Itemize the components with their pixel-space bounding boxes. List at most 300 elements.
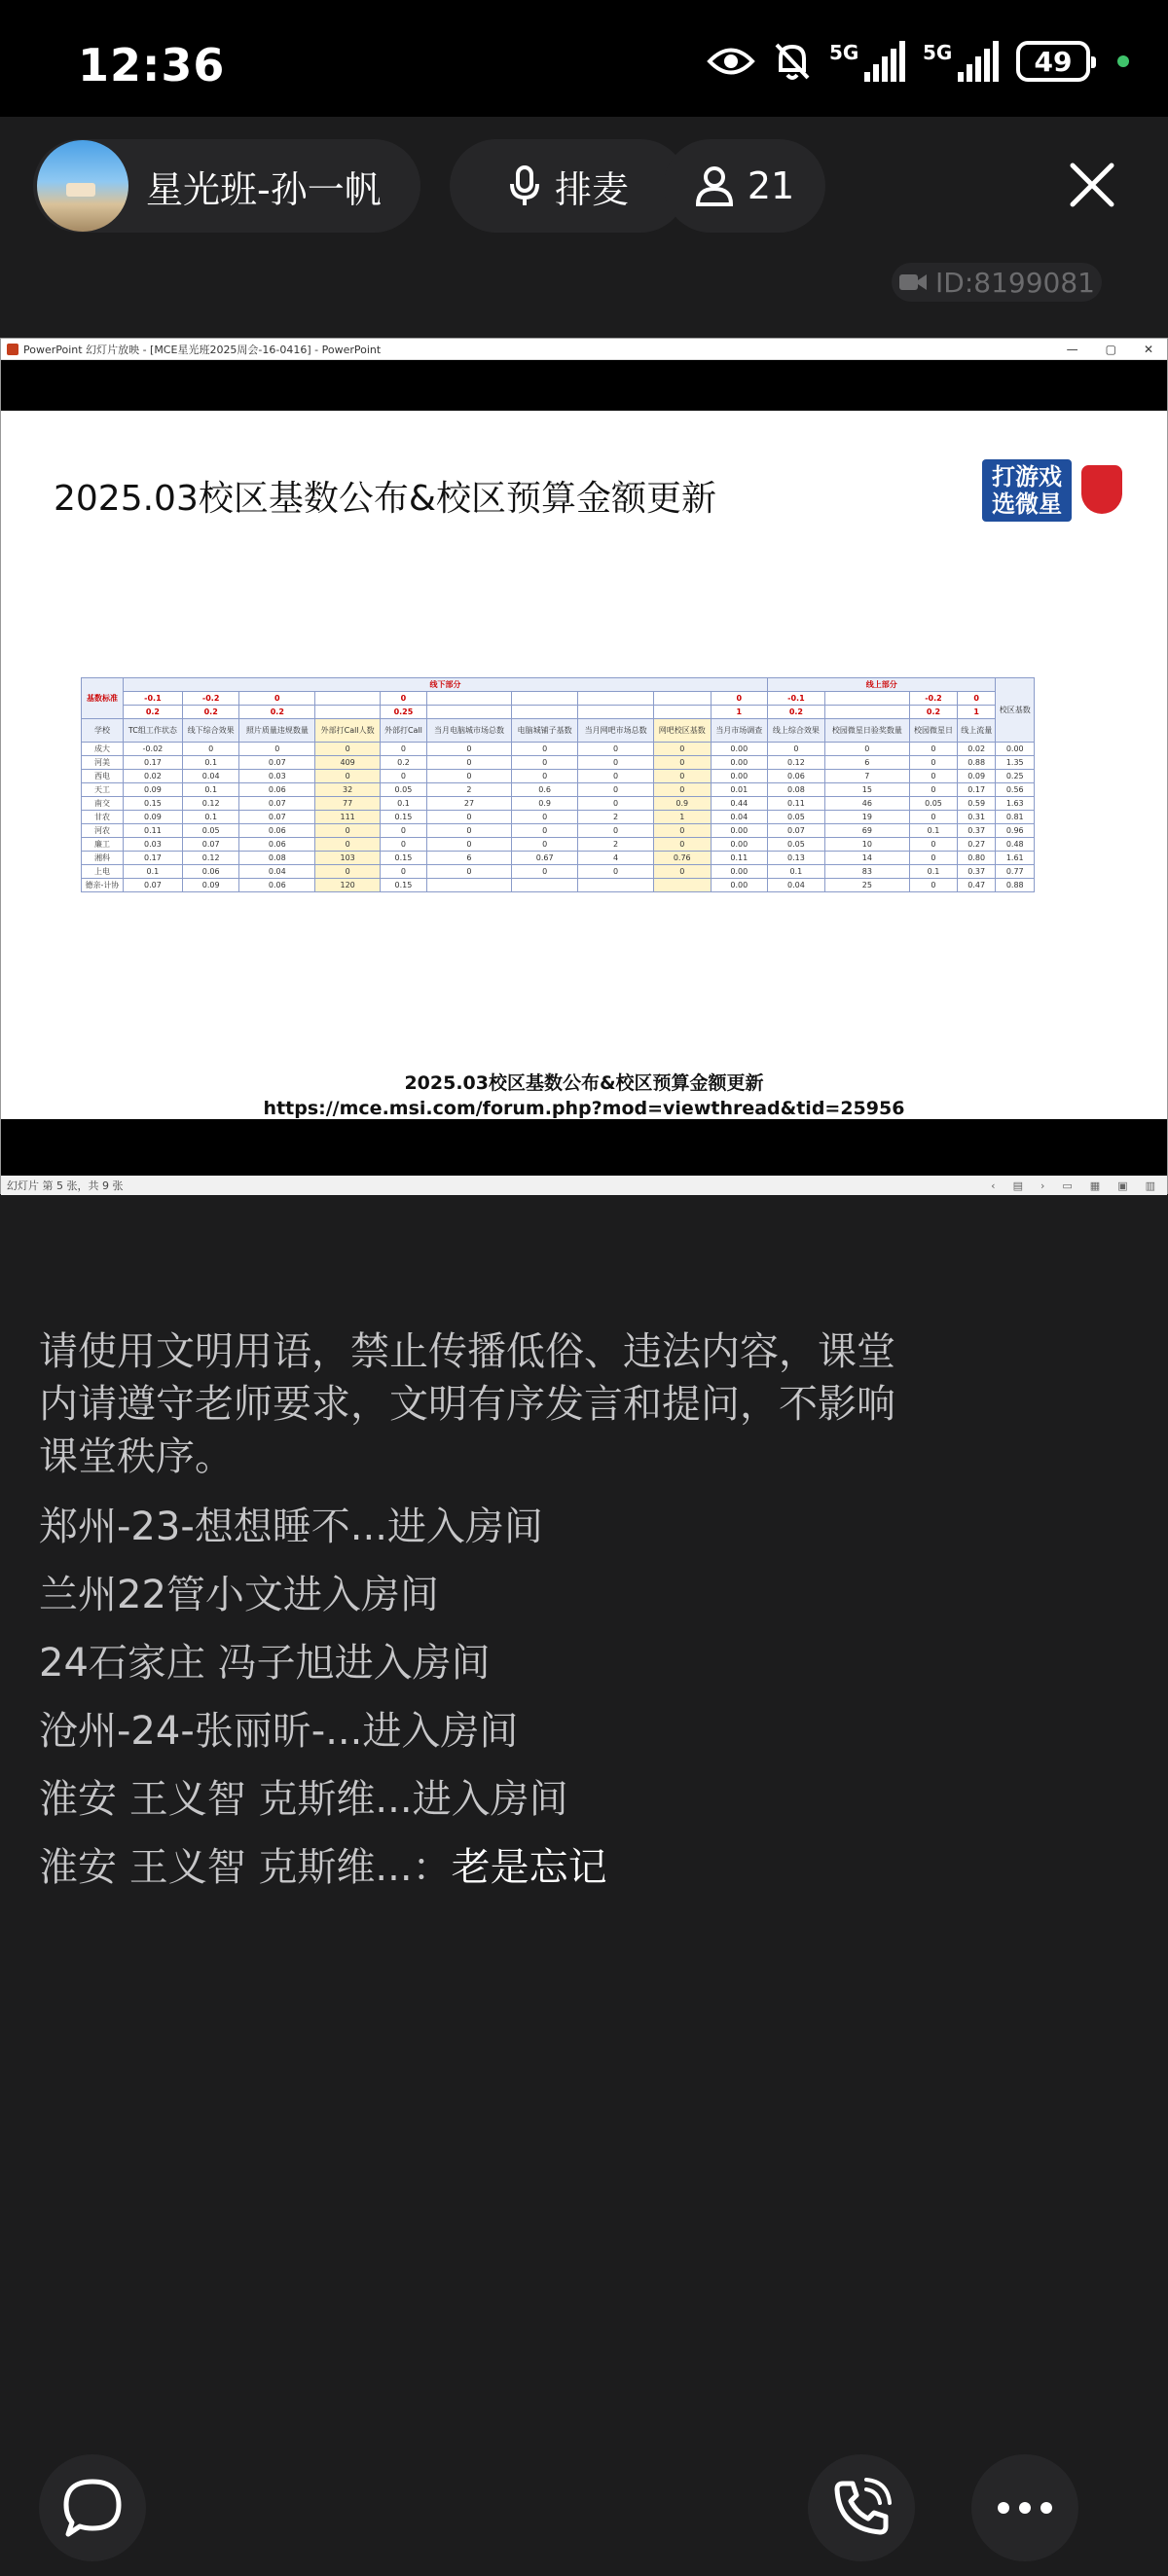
weight-row xyxy=(82,706,1035,719)
table-cell: 0.1 xyxy=(182,783,239,797)
table-cell: 0 xyxy=(909,783,957,797)
table-cell: 0.06 xyxy=(239,783,315,797)
table-cell: 0.07 xyxy=(123,879,182,892)
table-cell: 0.48 xyxy=(996,838,1035,852)
call-button[interactable] xyxy=(808,2454,915,2561)
chat-feed xyxy=(39,1325,895,1902)
weight-cell: 0 xyxy=(381,692,427,706)
table-cell: 0.05 xyxy=(768,811,825,824)
table-cell: 0.08 xyxy=(239,852,315,865)
table-cell: 0.08 xyxy=(768,783,825,797)
menu-icon: ▤ xyxy=(1012,1179,1023,1192)
table-cell: 2 xyxy=(426,783,511,797)
weight-cell: -0.2 xyxy=(909,692,957,706)
table-cell: 1.35 xyxy=(996,756,1035,770)
maximize-icon: ▢ xyxy=(1105,342,1116,356)
table-cell: 0.03 xyxy=(239,770,315,783)
table-cell xyxy=(578,879,654,892)
table-cell: 0.1 xyxy=(123,865,182,879)
table-cell: 0 xyxy=(909,770,957,783)
weight-cell: 0 xyxy=(239,692,315,706)
table-row xyxy=(82,824,1035,838)
table-cell: 0.05 xyxy=(381,783,427,797)
table-cell: 南交 xyxy=(82,797,124,811)
weight-cell: 0.2 xyxy=(239,706,315,719)
table-cell: 0 xyxy=(426,756,511,770)
table-cell: 0.56 xyxy=(996,783,1035,797)
clock: 12:36 xyxy=(78,39,226,91)
table-cell: 69 xyxy=(824,824,909,838)
table-cell: 14 xyxy=(824,852,909,865)
table-cell: 1 xyxy=(653,811,711,824)
table-cell: 0 xyxy=(578,743,654,756)
table-cell xyxy=(512,879,578,892)
weight-cell xyxy=(653,692,711,706)
table-cell: 0.02 xyxy=(957,743,995,756)
table-cell: 0.03 xyxy=(123,838,182,852)
table-group-row xyxy=(82,678,1035,692)
table-cell: 0 xyxy=(578,770,654,783)
table-cell: 0 xyxy=(512,770,578,783)
table-cell: 0.12 xyxy=(182,852,239,865)
table-cell: 0.06 xyxy=(768,770,825,783)
table-cell: 0.1 xyxy=(909,824,957,838)
sorter-view-icon: ▦ xyxy=(1089,1179,1101,1192)
column-header: 校园微星日 xyxy=(909,719,957,743)
table-cell: 0.06 xyxy=(239,824,315,838)
avatar[interactable] xyxy=(37,140,128,232)
table-row xyxy=(82,811,1035,824)
table-cell: 0.04 xyxy=(182,770,239,783)
weight-cell xyxy=(426,706,511,719)
table-cell: 1.61 xyxy=(996,852,1035,865)
ppt-statusbar xyxy=(1,1176,1167,1195)
table-cell: 0.05 xyxy=(768,838,825,852)
table-cell: 0.12 xyxy=(182,797,239,811)
table-cell: 0 xyxy=(653,770,711,783)
column-header: TC组工作状态 xyxy=(123,719,182,743)
table-cell: 0.00 xyxy=(711,879,768,892)
table-cell: 0 xyxy=(512,756,578,770)
table-cell: 0.00 xyxy=(711,743,768,756)
table-cell: 0 xyxy=(768,743,825,756)
table-cell: 2 xyxy=(578,838,654,852)
table-cell: 111 xyxy=(315,811,381,824)
table-cell: 0 xyxy=(909,811,957,824)
table-cell: 0.67 xyxy=(512,852,578,865)
table-row xyxy=(82,865,1035,879)
table-cell: 0.9 xyxy=(512,797,578,811)
column-header: 当月网吧市场总数 xyxy=(578,719,654,743)
table-cell: 0 xyxy=(909,838,957,852)
ppt-window-title: PowerPoint 幻灯片放映 - [MCE星光班2025周会-16-0416] - PowerPoint xyxy=(23,343,382,356)
table-cell: 0.15 xyxy=(381,879,427,892)
table-cell xyxy=(426,879,511,892)
weight-cell xyxy=(512,692,578,706)
table-cell: 0.07 xyxy=(239,797,315,811)
table-cell: 103 xyxy=(315,852,381,865)
room-id-badge xyxy=(892,263,1102,302)
table-cell: 0 xyxy=(909,852,957,865)
powerpoint-icon xyxy=(7,344,18,355)
column-header: 网吧校区基数 xyxy=(653,719,711,743)
table-cell: 0 xyxy=(653,824,711,838)
table-cell: 0.25 xyxy=(996,770,1035,783)
phone-icon xyxy=(829,2476,894,2540)
table-cell: 上电 xyxy=(82,865,124,879)
table-cell: 0 xyxy=(909,743,957,756)
table-cell xyxy=(653,879,711,892)
table-cell: 0.00 xyxy=(996,743,1035,756)
table-cell: 0.00 xyxy=(711,756,768,770)
column-header: 校园微星日验奖数量 xyxy=(824,719,909,743)
table-cell: 0.00 xyxy=(711,865,768,879)
table-cell: 0 xyxy=(578,865,654,879)
table-cell: 0.05 xyxy=(909,797,957,811)
column-header: 线下综合效果 xyxy=(182,719,239,743)
person-icon xyxy=(695,165,734,206)
table-cell: 0 xyxy=(426,811,511,824)
table-cell: 0 xyxy=(426,770,511,783)
table-cell: 0 xyxy=(315,743,381,756)
table-row xyxy=(82,852,1035,865)
table-cell: 0 xyxy=(381,824,427,838)
weight-cell xyxy=(512,706,578,719)
microphone-icon xyxy=(508,164,541,207)
more-button[interactable] xyxy=(971,2454,1078,2561)
table-cell: 0.1 xyxy=(182,756,239,770)
weight-cell xyxy=(315,692,381,706)
weight-cell: -0.2 xyxy=(182,692,239,706)
table-cell: 0 xyxy=(315,824,381,838)
table-cell: 0 xyxy=(909,879,957,892)
table-header-row xyxy=(82,719,1035,743)
table-cell: 0.09 xyxy=(123,811,182,824)
weight-cell xyxy=(426,692,511,706)
weight-cell: 0 xyxy=(711,692,768,706)
table-cell: 0.11 xyxy=(711,852,768,865)
normal-view-icon: ▭ xyxy=(1062,1179,1073,1192)
room-id: ID:8199081 xyxy=(935,266,1095,299)
group-offline: 线下部分 xyxy=(123,678,767,692)
table-cell: 0 xyxy=(578,756,654,770)
weight-cell xyxy=(824,706,909,719)
column-header: 线上综合效果 xyxy=(768,719,825,743)
table-cell: 0 xyxy=(653,743,711,756)
privacy-dot xyxy=(1117,55,1129,67)
video-camera-icon xyxy=(898,272,928,293)
table-cell: 77 xyxy=(315,797,381,811)
table-cell: 0 xyxy=(909,756,957,770)
table-cell: 0.1 xyxy=(768,865,825,879)
base-label: 基数标准 xyxy=(82,678,124,719)
brand-line: 打游戏 xyxy=(992,463,1062,490)
table-cell: 0 xyxy=(315,838,381,852)
battery-level: 49 xyxy=(1034,45,1073,78)
table-cell: 0.37 xyxy=(957,824,995,838)
table-cell: 0.04 xyxy=(239,865,315,879)
shared-screen xyxy=(0,338,1168,1194)
weight-cell: 0.2 xyxy=(123,706,182,719)
table-row xyxy=(82,743,1035,756)
table-cell: 0 xyxy=(512,838,578,852)
listener-count-button[interactable] xyxy=(664,139,825,233)
table-cell: 0.59 xyxy=(957,797,995,811)
table-cell: 7 xyxy=(824,770,909,783)
table-cell: 409 xyxy=(315,756,381,770)
letterbox-top xyxy=(1,360,1167,411)
caption-title: 2025.03校区基数公布&校区预算金额更新 xyxy=(404,1072,764,1094)
msi-shield-icon xyxy=(1081,465,1122,514)
table-cell: 0.06 xyxy=(182,865,239,879)
table-cell: 0 xyxy=(653,756,711,770)
table-cell: 0.88 xyxy=(996,879,1035,892)
host-pill[interactable] xyxy=(33,139,420,233)
mute-bell-icon xyxy=(773,41,812,82)
table-row xyxy=(82,838,1035,852)
table-row xyxy=(82,879,1035,892)
weight-cell xyxy=(578,692,654,706)
column-header: 外部打Call人数 xyxy=(315,719,381,743)
table-cell: 甘农 xyxy=(82,811,124,824)
table-cell: 0.9 xyxy=(653,797,711,811)
table-cell: 0 xyxy=(578,797,654,811)
weight-cell: 0.25 xyxy=(381,706,427,719)
table-cell: 0 xyxy=(426,838,511,852)
table-row xyxy=(82,756,1035,770)
status-icons xyxy=(707,37,1129,86)
table-cell: 46 xyxy=(824,797,909,811)
weight-cell xyxy=(824,692,909,706)
column-header: 照片质量违规数量 xyxy=(239,719,315,743)
close-icon[interactable] xyxy=(1063,156,1121,214)
column-header: 电脑城铺子基数 xyxy=(512,719,578,743)
weight-cell: 1 xyxy=(957,706,995,719)
previous-icon: ‹ xyxy=(991,1179,996,1192)
table-cell: 0.17 xyxy=(123,852,182,865)
table-cell: 0 xyxy=(653,838,711,852)
table-cell: 0 xyxy=(824,743,909,756)
table-cell: 83 xyxy=(824,865,909,879)
minimize-icon: — xyxy=(1066,342,1078,356)
table-cell: 0 xyxy=(578,783,654,797)
table-cell: 0.12 xyxy=(768,756,825,770)
window-controls xyxy=(1067,343,1167,356)
reading-view-icon: ▣ xyxy=(1117,1179,1128,1192)
table-cell: 120 xyxy=(315,879,381,892)
chat-button[interactable] xyxy=(39,2454,146,2561)
table-cell: 0.09 xyxy=(957,770,995,783)
table-cell: 河美 xyxy=(82,756,124,770)
table-row xyxy=(82,770,1035,783)
table-cell: 0 xyxy=(426,865,511,879)
slideshow-icon: ▥ xyxy=(1145,1179,1155,1192)
table-cell: 德亲-计协 xyxy=(82,879,124,892)
table-cell: 0 xyxy=(315,865,381,879)
table-cell: 0.81 xyxy=(996,811,1035,824)
table-cell: 0.6 xyxy=(512,783,578,797)
weight-cell xyxy=(578,706,654,719)
chat-notice: 请使用文明用语，禁止传播低俗、违法内容，课堂内请遵守老师要求，文明有序发言和提问，不影响课堂秩序。 xyxy=(39,1329,895,1479)
table-cell: 0 xyxy=(381,770,427,783)
table-cell: 0 xyxy=(426,824,511,838)
battery-icon xyxy=(1016,41,1090,82)
weight-cell xyxy=(315,706,381,719)
queue-mic-button[interactable] xyxy=(450,139,687,233)
table-cell: 0 xyxy=(512,865,578,879)
table-cell: 0 xyxy=(512,743,578,756)
table-cell: 0.07 xyxy=(182,838,239,852)
table-cell: 0.27 xyxy=(957,838,995,852)
table-cell: 0.37 xyxy=(957,865,995,879)
chat-message xyxy=(39,1833,895,1902)
table-cell: 0 xyxy=(315,770,381,783)
table-cell: 湘科 xyxy=(82,852,124,865)
school-base-header: 校区基数 xyxy=(996,678,1035,743)
slide-counter: 幻灯片 第 5 张，共 9 张 xyxy=(7,1179,124,1192)
table-cell: 0.00 xyxy=(711,824,768,838)
status-bar xyxy=(0,0,1168,117)
group-online: 线上部分 xyxy=(768,678,996,692)
table-cell: 0 xyxy=(381,838,427,852)
chat-sender: 淮安 王义智 克斯维...： xyxy=(39,1845,452,1890)
brand-line: 选微星 xyxy=(992,490,1062,518)
column-header: 线上流量 xyxy=(957,719,995,743)
chat-line: 沧州-24-张丽昕-...进入房间 xyxy=(39,1709,519,1754)
table-cell: 1.63 xyxy=(996,797,1035,811)
table-cell: 河农 xyxy=(82,824,124,838)
table-cell: 0.01 xyxy=(711,783,768,797)
weight-cell xyxy=(653,706,711,719)
table-cell: 0 xyxy=(512,824,578,838)
table-cell: 0 xyxy=(653,865,711,879)
table-cell: 0 xyxy=(182,743,239,756)
table-cell: 0.07 xyxy=(768,824,825,838)
table-cell: 15 xyxy=(824,783,909,797)
table-cell: 0.1 xyxy=(182,811,239,824)
table-cell: 0.77 xyxy=(996,865,1035,879)
table-cell: 成大 xyxy=(82,743,124,756)
table-cell: 27 xyxy=(426,797,511,811)
table-cell: 0.07 xyxy=(239,811,315,824)
table-cell: 0.11 xyxy=(123,824,182,838)
weight-cell: 0.2 xyxy=(768,706,825,719)
table-cell: 0 xyxy=(653,783,711,797)
table-cell: 天工 xyxy=(82,783,124,797)
next-icon: › xyxy=(1040,1179,1045,1192)
table-cell: 0 xyxy=(381,743,427,756)
table-cell: 0.02 xyxy=(123,770,182,783)
table-cell: 0 xyxy=(512,811,578,824)
table-cell: 0.17 xyxy=(957,783,995,797)
weight-row xyxy=(82,692,1035,706)
weight-cell: -0.1 xyxy=(123,692,182,706)
brand-logo xyxy=(982,459,1072,522)
chat-line: 淮安 王义智 克斯维...进入房间 xyxy=(39,1777,568,1822)
signal-icon xyxy=(829,41,905,82)
table-cell: 0.05 xyxy=(182,824,239,838)
table-cell: 0.04 xyxy=(768,879,825,892)
table-cell: 西电 xyxy=(82,770,124,783)
queue-label: 排麦 xyxy=(554,167,629,211)
chat-line: 郑州-23-想想睡不...进入房间 xyxy=(39,1505,543,1549)
table-cell: 0.11 xyxy=(768,797,825,811)
table-cell: 19 xyxy=(824,811,909,824)
table-cell: 0.47 xyxy=(957,879,995,892)
table-cell: 0.15 xyxy=(123,797,182,811)
signal-tag: 5G xyxy=(829,41,859,64)
table-cell: 4 xyxy=(578,852,654,865)
table-cell: 0.17 xyxy=(123,756,182,770)
table-cell: 0 xyxy=(578,824,654,838)
table-cell: 32 xyxy=(315,783,381,797)
table-cell: 0.31 xyxy=(957,811,995,824)
table-cell: 0.06 xyxy=(239,879,315,892)
table-cell: 0.2 xyxy=(381,756,427,770)
table-cell: -0.02 xyxy=(123,743,182,756)
column-header: 学校 xyxy=(82,719,124,743)
table-row xyxy=(82,783,1035,797)
slide-title: 2025.03校区基数公布&校区预算金额更新 xyxy=(54,479,716,519)
table-cell: 0.76 xyxy=(653,852,711,865)
close-icon: ✕ xyxy=(1143,342,1153,356)
column-header: 当月电脑城市场总数 xyxy=(426,719,511,743)
signal-tag: 5G xyxy=(923,41,953,64)
table-cell: 0.80 xyxy=(957,852,995,865)
table-cell: 2 xyxy=(578,811,654,824)
table-cell: 廉工 xyxy=(82,838,124,852)
letterbox-bottom xyxy=(1,1119,1167,1176)
table-cell: 0.00 xyxy=(711,770,768,783)
eye-icon xyxy=(707,45,755,78)
chat-text: 老是忘记 xyxy=(451,1845,607,1890)
table-cell: 0.44 xyxy=(711,797,768,811)
host-name: 星光班-孙一帆 xyxy=(146,167,382,211)
weight-cell: 0.2 xyxy=(909,706,957,719)
table-cell: 0.06 xyxy=(239,838,315,852)
budget-table xyxy=(81,677,1035,892)
table-cell: 25 xyxy=(824,879,909,892)
table-cell: 0.15 xyxy=(381,852,427,865)
table-cell: 0.04 xyxy=(711,811,768,824)
ppt-titlebar xyxy=(1,339,1167,360)
slide xyxy=(1,411,1167,1119)
table-cell: 0.96 xyxy=(996,824,1035,838)
chat-line: 24石家庄 冯子旭进入房间 xyxy=(39,1641,491,1686)
table-cell: 0 xyxy=(426,743,511,756)
table-cell: 0.13 xyxy=(768,852,825,865)
more-dots-icon xyxy=(994,2498,1056,2518)
signal-icon xyxy=(923,41,999,82)
table-row xyxy=(82,797,1035,811)
weight-cell: 1 xyxy=(711,706,768,719)
listener-count: 21 xyxy=(747,164,795,207)
table-cell: 0.1 xyxy=(381,797,427,811)
chat-line: 兰州22管小文进入房间 xyxy=(39,1573,439,1617)
column-header: 外部打Call xyxy=(381,719,427,743)
table-cell: 0.09 xyxy=(123,783,182,797)
weight-cell: -0.1 xyxy=(768,692,825,706)
caption-url: https://mce.msi.com/forum.php?mod=viewthread&tid=25956 xyxy=(263,1098,905,1119)
table-cell: 0.1 xyxy=(909,865,957,879)
weight-cell: 0 xyxy=(957,692,995,706)
table-cell: 10 xyxy=(824,838,909,852)
table-cell: 0 xyxy=(239,743,315,756)
table-cell: 0.00 xyxy=(711,838,768,852)
table-cell: 0 xyxy=(381,865,427,879)
chat-bubble-icon xyxy=(58,2474,127,2542)
table-cell: 0.15 xyxy=(381,811,427,824)
